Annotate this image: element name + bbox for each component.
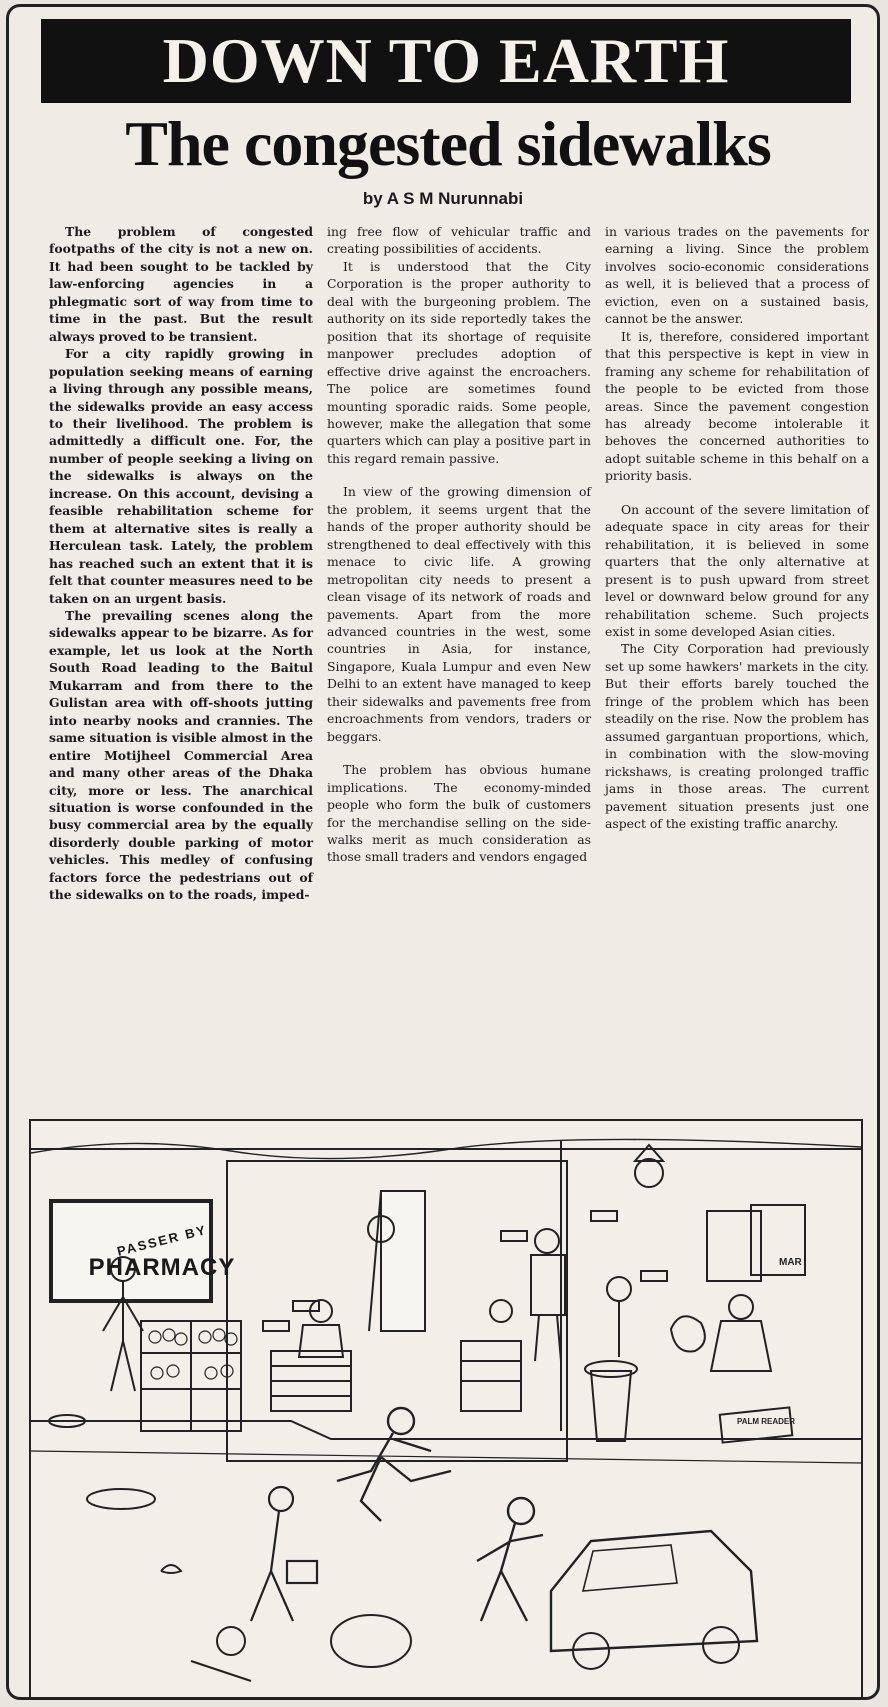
paragraph: The prevailing scenes along the sidewalks appear to be bizarre. As for example, let us look at the North South Road leading to the Baitul Mukarram and from there to the Gulistan area with off-shoots jutting into nearby nooks and crannies. The same situation is visible almost in the entire Motijheel Commercial Area and many other areas of the Dhaka city, more or less. The anarchical situation is worse confounded in the busy commercial area by the equally disorderly double parking of motor vehicles. This medley of confusing factors force the pedestrians out of the sidewalks on to the roads, imped-	[49, 607, 313, 903]
paragraph: For a city rapidly growing in population seeking means of earning a living through any possible means, the sidewalks provide an easy access to their livelihood. The problem is admittedly a difficult one. For, the number of people seeking a living on the sidewalks is always on the increase. On this account, devising a feasible rehabilitation scheme for them at alternative sites is really a Herculean task. Lately, the problem has reached such an extent that it is felt that counter measures need to be taken on an urgent basis.	[49, 346, 313, 606]
headline: The congested sidewalks	[125, 108, 771, 179]
article-column-1	[49, 223, 313, 904]
street-scene-drawing	[31, 1121, 861, 1697]
paragraph: In view of the growing dimension of the problem, it seems urgent that the hands of the proper authority should be strengthened to deal effectively with this menace to civic life. A growing metropolitan city needs to present a clean visage of its network of roads and pavements. Apart from the more advanced countries in the west, some countries in Asia, for instance, Singapore, Kuala Lumpur and even New Delhi to an extent have managed to keep their sidewalks and pavements free from encroachments from vendors, traders or beggars.	[327, 484, 591, 744]
pharmacy-sign	[73, 1222, 251, 1282]
paragraph: It is, therefore, considered important that this perspective is kept in view in framing any scheme for rehabilitation of the people to be evicted from those areas. Since the pavement congestion has already become intolerable it behoves the concerned authorities to adopt suitable scheme in this behalf on a priority basis.	[605, 328, 869, 484]
paragraph: The problem of congested footpaths of the city is not a new on. It had been sought to be tackled by law-enforcing agencies in a phlegmatic sort of way from time to time in the past. But the result always proved to be transient.	[49, 224, 313, 344]
newspaper-clipping	[6, 4, 880, 1700]
column-title-banner: DOWN TO EARTH	[41, 19, 851, 103]
paragraph: in various trades on the pavements for earning a living. Since the problem involves socio-economic considerations as well, it is believed that a process of eviction, even on a sustained basis, cannot be the answer.	[605, 224, 869, 327]
paragraph: The City Corporation had previously set up some hawkers' markets in the city. But their efforts barely touched the fringe of the problem which has been steadily on the rise. Now the problem has assumed gargantuan proportions, which, in combination with the slow-moving rickshaws, is creating prolonged traffic jams in those areas. The current pavement situation presents just one aspect of the existing traffic anarchy.	[605, 641, 869, 831]
paragraph: On account of the severe limitation of adequate space in city areas for their rehabilitation, it is believed in some quarters that the only alternative at present is to push upward from street level or downward below ground for any rehabilitation scheme. Such projects exist in some developed Asian cities.	[605, 501, 869, 639]
paragraph: The problem has obvious humane implications. The economy-minded people who form the bulk of customers for the merchandise selling on the side-walks merit as much consideration as those small traders and vendors engaged	[327, 762, 591, 865]
sign-top-text: PASSER BY	[115, 1222, 209, 1259]
paragraph: It is understood that the City Corporation is the proper authority to deal with the burgeoning problem. The authority on its side reportedly takes the position that its shortage of requisite manpower precludes adoption of effective drive against the encroachers. The police are sometimes found mounting sporadic raids. Some people, however, make the allegation that some quarters which can play a positive part in this regard remain passive.	[327, 258, 591, 466]
paragraph: ing free flow of vehicular traffic and creating possibilities of accidents.	[327, 224, 591, 257]
article-column-3	[605, 223, 869, 832]
article-column-2	[327, 223, 591, 866]
byline: by A S M Nurunnabi	[362, 189, 524, 208]
article-body	[49, 223, 871, 1077]
sign-main-text: PHARMACY	[88, 1254, 236, 1281]
cartoon-illustration	[29, 1119, 863, 1699]
mat-text: PALM READER	[736, 1417, 796, 1426]
poster-text: MAR	[779, 1257, 802, 1268]
